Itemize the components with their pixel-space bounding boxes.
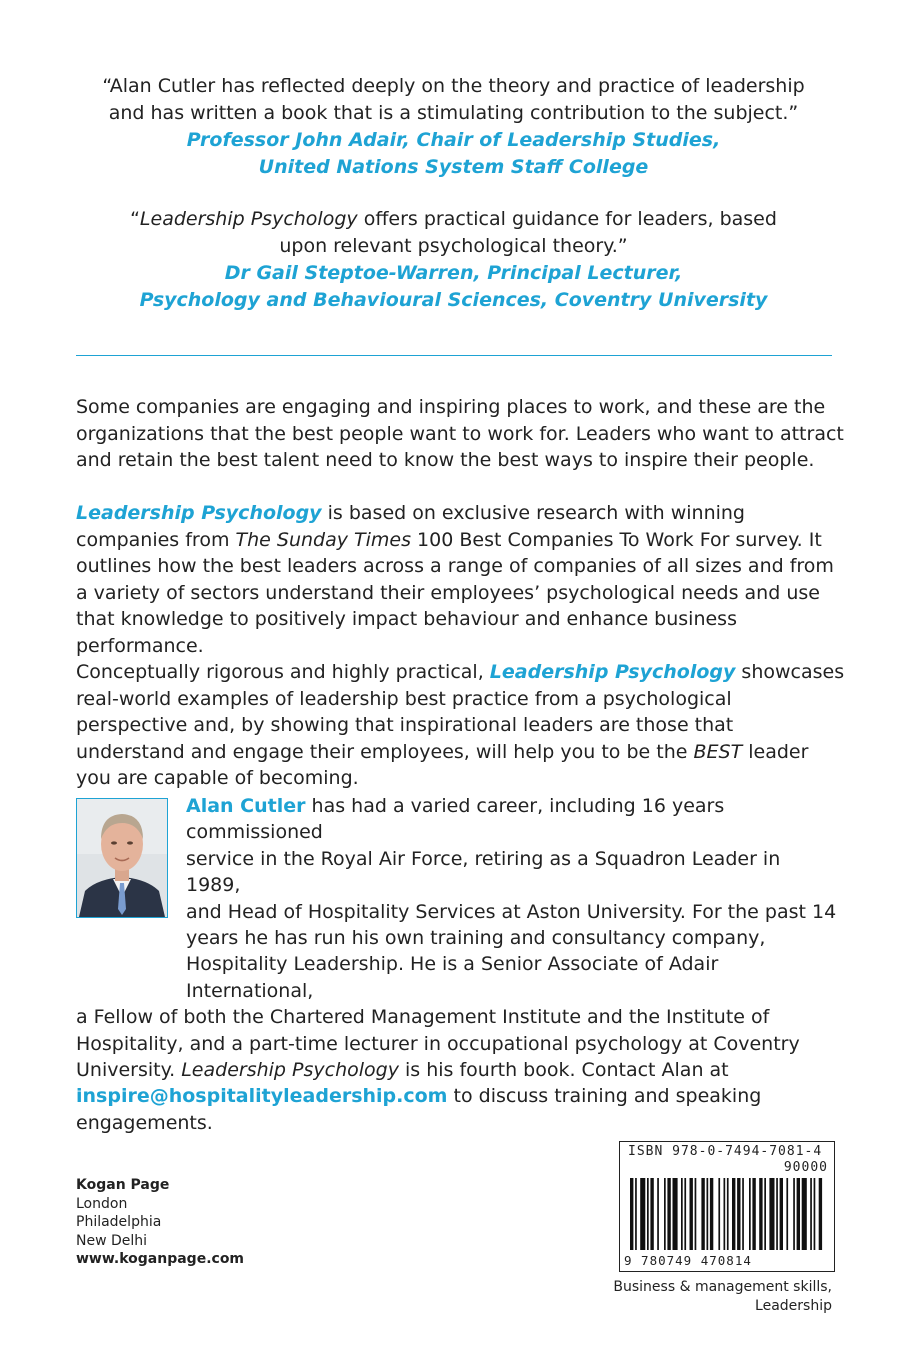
body-paragraph-3 <box>76 659 846 792</box>
paragraph-3-text-b: showcases real-world examples of leadership best practice from a psychological perspective and, by showing that inspirational leaders are those that understand and engage their employees, will help you to be the <box>76 661 845 763</box>
bio-line-8-text-a: University. <box>76 1059 182 1082</box>
section-divider <box>76 355 832 356</box>
bio-line-4: years he has run his own training and consultancy company, <box>186 927 766 950</box>
quote-2-book-title: Leadership Psychology <box>139 208 358 230</box>
paragraph-3-text-a: Conceptually rigorous and highly practical, <box>76 661 490 683</box>
book-category <box>613 1278 832 1315</box>
paragraph-3-text-c: leader you are capable of becoming. <box>76 740 809 789</box>
paragraph-2-text-b: 100 Best Companies To Work For survey. It outlines how the best leaders across a range of companies of all sizes and from a variety of sectors understand their employees’ psychological needs and use that knowledge to positively impact behaviour and enhance business performance. <box>76 528 834 657</box>
body-paragraph-1: Some companies are engaging and inspiring places to work, and these are the organizations that the best people want to work for. Leaders who want to attract and retain the best talent need to know the best ways to inspire their people. <box>76 396 844 471</box>
paragraph-2-source: The Sunday Times <box>235 528 411 551</box>
ean-number: 9 780749 470814 <box>624 1253 752 1268</box>
barcode-bars-icon <box>620 1142 832 1269</box>
bio-line-9-text: to discuss training and speaking <box>447 1085 762 1108</box>
quote-2 <box>0 206 907 314</box>
author-name: Alan Cutler <box>186 795 306 817</box>
bio-line-1 <box>76 793 840 846</box>
publisher-city: London <box>76 1195 128 1212</box>
quote-2-author-line-1: Dr Gail Steptoe-Warren, Principal Lecturer, <box>224 262 683 284</box>
quote-2-open-mark: “ <box>130 208 140 230</box>
quote-1-line-2: and has written a book that is a stimulating contribution to the subject.” <box>108 102 799 124</box>
bio-line-3: and Head of Hospitality Services at Aston University. For the past 14 <box>186 900 837 923</box>
price-code: 90000 <box>783 1160 828 1175</box>
bio-line-8 <box>76 1057 840 1083</box>
bio-line-5: Hospitality Leadership. He is a Senior Associate of Adair International, <box>186 953 719 1002</box>
contact-email-link[interactable]: inspire@hospitalityleadership.com <box>76 1085 448 1108</box>
bio-line-8-text-b: is his fourth book. Contact Alan at <box>398 1059 729 1082</box>
quote-2-author-line-2: Psychology and Behavioural Sciences, Coventry University <box>139 289 768 311</box>
publisher-block <box>76 1176 244 1269</box>
bio-line-2: service in the Royal Air Force, retiring as a Squadron Leader in 1989, <box>186 847 781 897</box>
bio-line-6: a Fellow of both the Chartered Management Institute and the Institute of <box>76 1006 770 1029</box>
bio-line-9 <box>76 1083 840 1109</box>
bio-line-1-text: has had a varied career, including 16 years commissioned <box>186 795 725 844</box>
bio-line-7: Hospitality, and a part-time lecturer in occupational psychology at Coventry <box>76 1032 800 1055</box>
bio-line-10: engagements. <box>76 1111 213 1134</box>
publisher-url[interactable]: www.koganpage.com <box>76 1251 245 1267</box>
paragraph-2-book-title: Leadership Psychology <box>76 502 322 524</box>
isbn-text: ISBN 978-0-7494-7081-4 <box>628 1144 823 1159</box>
quote-1-author-line-2: United Nations System Staff College <box>258 156 649 178</box>
quote-1 <box>0 73 907 181</box>
paragraph-3-book-title: Leadership Psychology <box>489 661 736 683</box>
quote-2-line-1 <box>0 206 907 233</box>
body-paragraph-2 <box>76 500 846 659</box>
publisher-name: Kogan Page <box>76 1177 170 1193</box>
quote-2-line-1-rest: offers practical guidance for leaders, based <box>357 208 777 230</box>
quote-1-line-1: “Alan Cutler has reflected deeply on the theory and practice of leadership <box>102 75 805 97</box>
bio-book-title: Leadership Psychology <box>181 1059 399 1082</box>
category-line-2: Leadership <box>755 1297 832 1314</box>
publisher-city: New Delhi <box>76 1232 148 1249</box>
author-bio <box>76 793 840 1136</box>
quote-1-author-line-1: Professor John Adair, Chair of Leadership Studies, <box>186 129 721 151</box>
quote-2-line-2: upon relevant psychological theory.” <box>279 235 628 257</box>
category-line-1: Business & management skills, <box>613 1279 832 1295</box>
paragraph-3-best: BEST <box>693 740 743 763</box>
paragraph-2-text-a: is based on exclusive research with winning companies from <box>76 502 745 551</box>
isbn-barcode <box>619 1141 835 1272</box>
publisher-city: Philadelphia <box>76 1214 162 1230</box>
